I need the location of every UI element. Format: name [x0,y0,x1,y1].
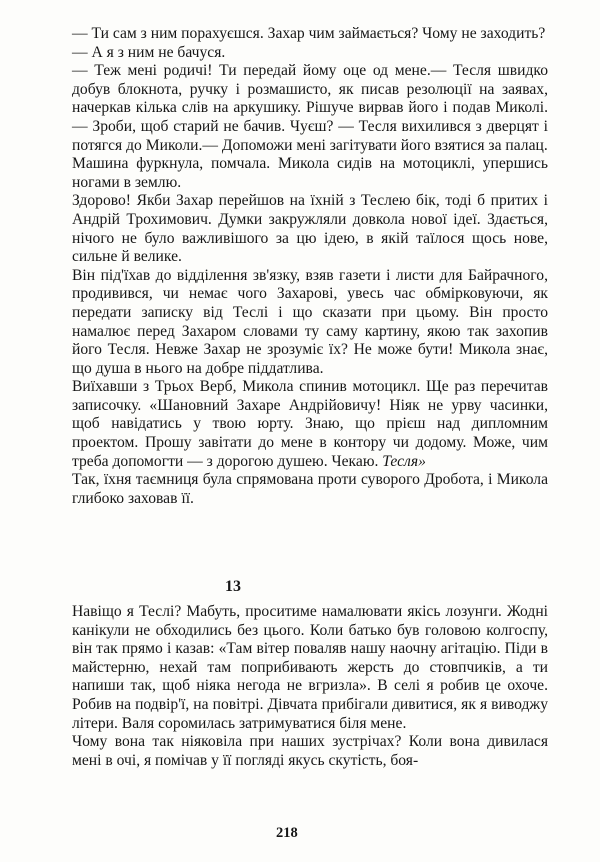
paragraph: Чому вона так ніяковіла при наших зустрічах? Коли вона дивилася мені в очі, я помічав у її погляді якусь скутість, боя- [72,733,548,769]
note-signature: Тесля» [382,452,426,470]
paragraph: Здорово! Якби Захар перейшов на їхній з Теслею бік, тоді б притих і Андрій Трохимович. Думки закружляли довкола нової ідеї. Здається, нічого не було важливішого за цю ідею, в якій таїлося щось нове, сильне й велике. [72,192,548,266]
paragraph: — А я з ним не бачуся. [72,43,226,61]
paragraph-text: Виїхавши з Трьох Верб, Микола спинив мотоцикл. Ще раз перечитав записочку. «Шановний Захаре Андрійовичу! Ніяк не урву часинки, щоб навідатись у твою юрту. Знаю, що прієш над дипломним проектом. Прошу завітати до мене в контору чи додому. Може, чим треба допомогти — з дорогою душею. Чекаю. [72,378,548,470]
paragraph-with-signature [72,378,548,471]
text-block-top [72,25,548,508]
text-block-bottom [72,603,548,770]
page-number: 218 [276,825,298,841]
paragraph: Він під'їхав до відділення зв'язку, взяв газети і листи для Байрачного, продивився, чи немає чого Захарові, увесь час обмірковуючи, як передати записку від Теслі і що сказати при цьому. Він просто намалює перед Захаром словами ту саму картину, якою так захопив його Тесля. Невже Захар не зрозуміє їх? Не може бути! Микола знає, що душа в нього на добре піддатлива. [72,266,548,377]
paragraph: — Ти сам з ним порахуєшся. Захар чим займається? Чому не заходить? [72,25,546,42]
paragraph: Машина фуркнула, помчала. Микола сидів на мотоциклі, упершись ногами в землю. [72,155,548,191]
chapter-number: 13 [225,578,241,595]
paragraph: Навіщо я Теслі? Мабуть, проситиме намалювати якісь лозунги. Жодні канікули не обходились без цього. Коли батько був головою колгоспу, він так прямо і казав: «Там вітер поваляв нашу наочну агітацію. Піди в майстерню, нехай там поприбивають жерсть до стовпчиків, а ти напиши так, щоб ніяка негода не вгризла». В селі я робив це охоче. Робив на подвір'ї, на повітрі. Дівчата прибігали дивитися, як я виводжу літери. Валя соромилась затримуватися біля мене. [72,603,548,732]
paragraph: — Теж мені родичі! Ти передай йому оце од мене.— Тесля швидко добув блокнота, ручку і розмашисто, як писав резолюції на заявах, начеркав кілька слів на аркушику. Рішуче вирвав його і подав Миколі.— Зроби, щоб старий не бачив. Чуєш? — Тесля вихилився з дверцят і потягся до Миколи.— Допоможи мені загітувати його взятися за палац. [72,62,548,154]
paragraph: Так, їхня таємниця була спрямована проти суворого Дробота, і Микола глибоко заховав її. [72,471,548,507]
